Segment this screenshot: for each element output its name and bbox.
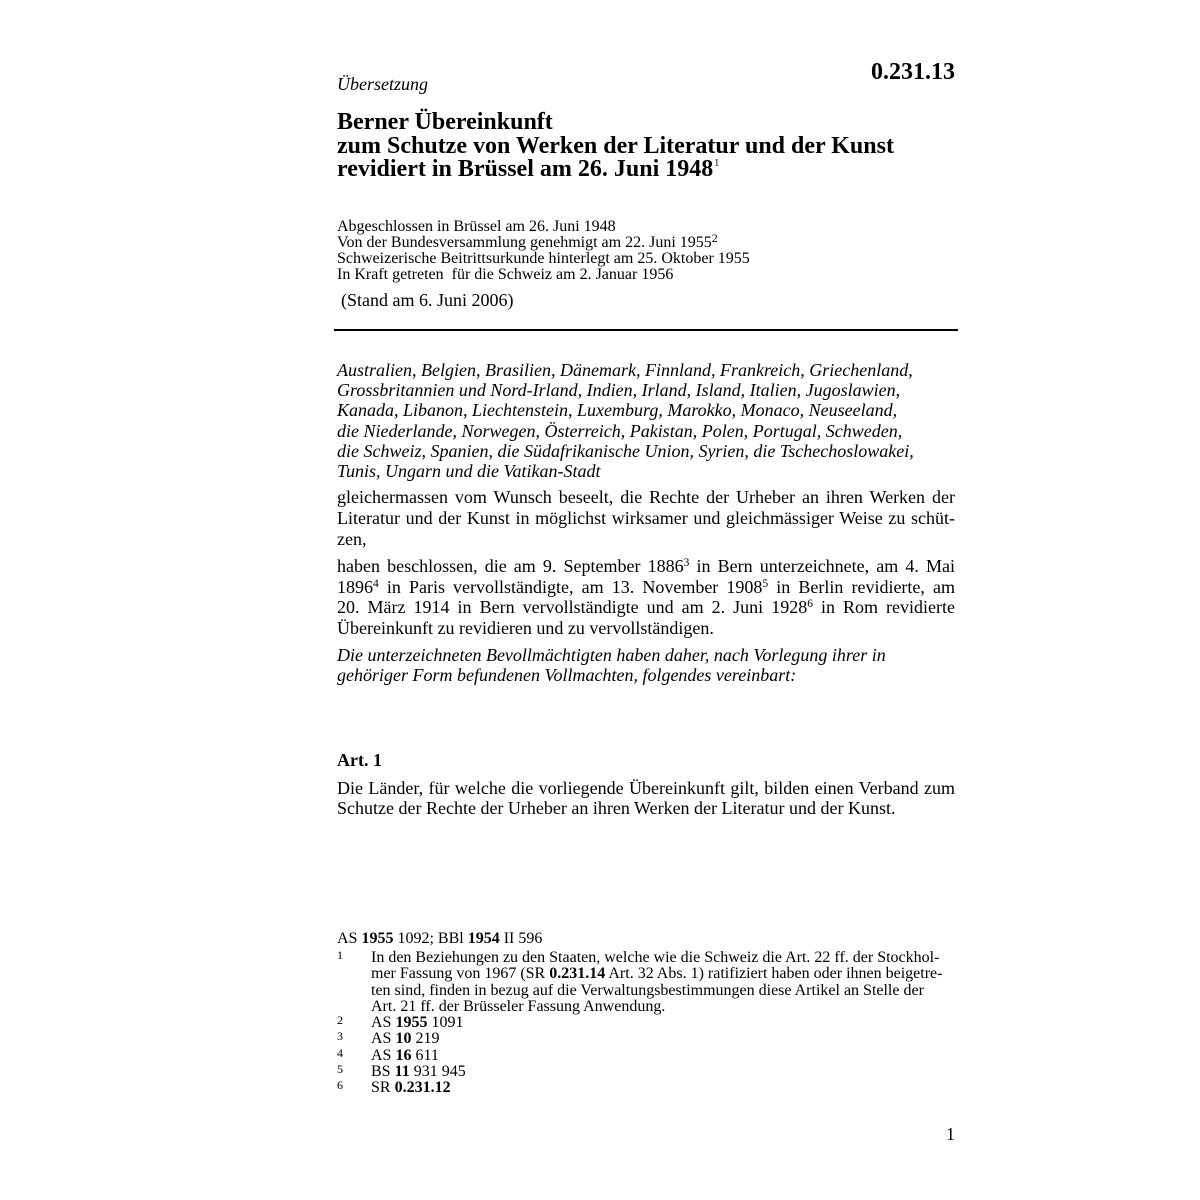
agreement-line: gehöriger Form befundenen Vollmachten, folgendes vereinbart: — [337, 665, 797, 685]
parties-line: die Schweiz, Spanien, die Südafrikanische Union, Syrien, die Tschechoslowakei, — [337, 440, 914, 461]
sr-number: 0.231.13 — [871, 59, 955, 85]
footnote-text — [371, 1080, 955, 1096]
footnote-3 — [337, 1031, 955, 1047]
decision-text: 20. März 1914 in Bern vervollständigte und am 2. Juni 1928 — [337, 597, 808, 618]
recital-line: Literatur und der Kunst in möglichst wirksamer und gleichmässiger Weise zu schüt- — [337, 508, 955, 528]
status-date: (Stand am 6. Juni 2006) — [341, 290, 514, 310]
footnote-text — [371, 1015, 955, 1031]
title-line: Berner Übereinkunft — [337, 109, 553, 135]
header-divider — [334, 329, 958, 331]
article-line: Schutze der Rechte der Urheber an ihren Werken der Literatur und der Kunst. — [337, 798, 896, 818]
collection-label: AS — [371, 1046, 392, 1064]
footnote-4 — [337, 1045, 955, 1064]
sr-reference: 0.231.12 — [394, 1079, 451, 1096]
decision-line — [337, 577, 955, 598]
page-reference: 1092; — [397, 930, 434, 947]
footnote-number: 6 — [337, 1078, 343, 1092]
page-number: 1 — [946, 1124, 955, 1144]
agreement-clause — [337, 645, 955, 685]
footnote-5 — [337, 1061, 955, 1080]
footnote-number: 3 — [337, 1029, 343, 1044]
article-heading: Art. 1 — [337, 750, 382, 770]
page-reference: 1091 — [431, 1014, 464, 1031]
collection-label: AS — [337, 930, 358, 947]
collection-label: AS — [371, 1014, 392, 1031]
document-title — [337, 111, 955, 182]
concluded-line: Abgeschlossen in Brüssel am 26. Juni 1948 — [337, 218, 616, 235]
footnote-list — [337, 950, 955, 1096]
footnote-text — [371, 1064, 955, 1080]
recital-line: gleichermassen vom Wunsch beseelt, die Rechte der Urheber an ihren Werken der — [337, 487, 955, 507]
footnote-2 — [337, 1015, 955, 1031]
page-reference: II 596 — [503, 930, 543, 947]
recital-paragraph — [337, 487, 955, 550]
contracting-parties — [337, 360, 955, 481]
footnote-ref: 2 — [711, 231, 718, 245]
collection-label: AS — [371, 1030, 392, 1048]
document-metadata — [337, 219, 955, 283]
decision-line: Übereinkunft zu revidieren und zu vervollständigen. — [337, 618, 714, 639]
footnote-text — [371, 950, 955, 1015]
title-line — [337, 158, 955, 182]
agreement-line: Die unterzeichneten Bevollmächtigten haben daher, nach Vorlegung ihrer in — [337, 645, 886, 665]
parties-line: Grossbritannien und Nord-Irland, Indien, Irland, Island, Italien, Jugoslawien, — [337, 380, 901, 401]
title-line: zum Schutze von Werken der Literatur und der Kunst — [337, 132, 894, 159]
footnote-line-text: Art. 32 Abs. 1) ratifiziert haben oder ihnen beigetre- — [608, 965, 943, 983]
collection-label: SR — [371, 1079, 391, 1096]
volume-number: 1954 — [467, 930, 500, 947]
volume-number: 16 — [395, 1046, 412, 1064]
footnote-ref: 1 — [714, 158, 720, 169]
footnote-text — [371, 1031, 955, 1047]
decision-text: in Rom revidierte — [820, 597, 956, 618]
volume-number: 1955 — [395, 1014, 428, 1031]
approved-text: Von der Bundesversammlung genehmigt am 22. Juni 1955 — [337, 234, 712, 251]
volume-number: 10 — [395, 1030, 412, 1048]
source-reference — [337, 931, 955, 947]
footnote-number: 4 — [337, 1045, 343, 1060]
decision-line — [337, 597, 955, 618]
in-force-line: In Kraft getreten für die Schweiz am 2. Januar 1956 — [337, 266, 674, 283]
source-line — [337, 931, 955, 947]
page-reference: 931 945 — [413, 1062, 466, 1080]
decision-line — [337, 556, 955, 577]
collection-label: BBl — [437, 930, 464, 947]
decision-text: in Paris vervollständigte, am 13. November 1908 — [386, 576, 763, 597]
footnote-number: 5 — [337, 1061, 343, 1076]
accession-line: Schweizerische Beitrittsurkunde hinterlegt am 25. Oktober 1955 — [337, 250, 750, 267]
collection-label: BS — [371, 1062, 391, 1080]
page-reference: 611 — [415, 1046, 439, 1064]
footnote-line: ten sind, finden in bezug auf die Verwaltungsbestimmungen diese Artikel an Stelle der — [371, 981, 924, 999]
title-line-text: revidiert in Brüssel am 26. Juni 1948 — [337, 156, 714, 182]
parties-line: Tunis, Ungarn und die Vatikan-Stadt — [337, 461, 601, 482]
article-line: Die Länder, für welche die vorliegende Übereinkunft gilt, bilden einen Verband zum — [337, 778, 955, 798]
footnote-line: In den Beziehungen zu den Staaten, welche wie die Schweiz die Art. 22 ff. der Stockhol- — [371, 949, 940, 966]
footnote-ref: 3 — [683, 557, 690, 569]
decision-text: 1896 — [337, 576, 373, 597]
footnote-line: Art. 21 ff. der Brüsseler Fassung Anwendung. — [371, 997, 666, 1015]
footnote-ref: 5 — [762, 577, 769, 590]
footnote-ref: 6 — [807, 598, 813, 611]
parties-line: Australien, Belgien, Brasilien, Dänemark, Finnland, Frankreich, Griechenland, — [337, 360, 913, 380]
translation-label: Übersetzung — [337, 74, 428, 94]
footnote-number: 2 — [337, 1013, 343, 1027]
footnote-6 — [337, 1080, 955, 1096]
parties-line: Kanada, Libanon, Liechtenstein, Luxemburg, Marokko, Monaco, Neuseeland, — [337, 400, 898, 421]
page-reference: 219 — [415, 1030, 440, 1048]
decision-text: in Bern unterzeichnete, am 4. Mai — [696, 556, 955, 576]
footnote-ref: 4 — [373, 577, 379, 590]
footnote-1 — [337, 950, 955, 1015]
sr-reference: 0.231.14 — [549, 965, 606, 983]
decision-text: in Berlin revidierte, am — [776, 576, 956, 597]
footnote-text — [371, 1048, 955, 1064]
parties-line: die Niederlande, Norwegen, Österreich, Pakistan, Polen, Portugal, Schweden, — [337, 420, 903, 441]
approved-line — [337, 231, 955, 251]
footnote-line — [371, 966, 955, 982]
volume-number: 11 — [394, 1062, 410, 1080]
recital-line: zen, — [337, 529, 367, 549]
footnote-number: 1 — [337, 948, 343, 962]
article-text — [337, 778, 955, 818]
decision-paragraph — [337, 556, 955, 639]
volume-number: 1955 — [361, 930, 394, 947]
footnote-line-text: mer Fassung von 1967 (SR — [371, 965, 546, 983]
decision-text: haben beschlossen, die am 9. September 1886 — [337, 556, 684, 576]
